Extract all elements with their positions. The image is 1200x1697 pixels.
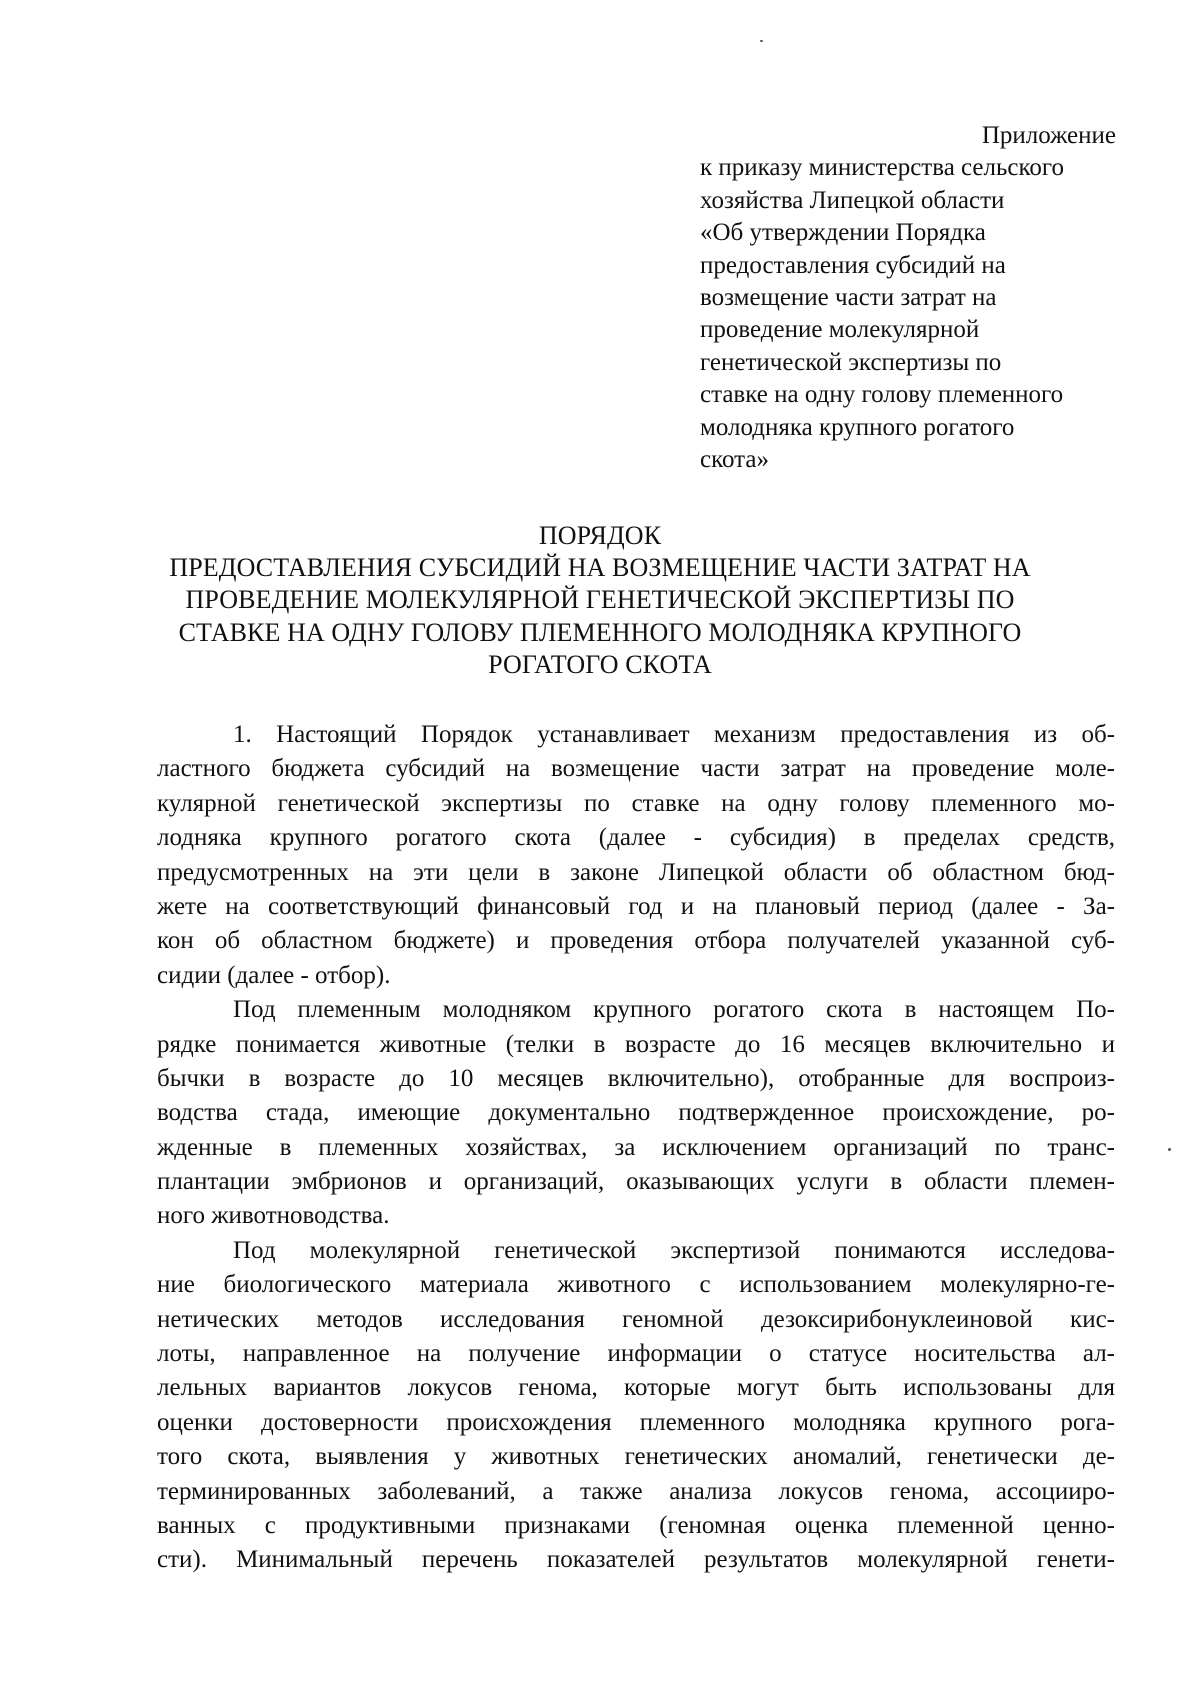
appendix-block (700, 120, 1160, 476)
paragraph-line: кулярной генетической экспертизы по ставке на одну голову племенного мо- (157, 789, 1115, 817)
appendix-line: к приказу министерства сельского (700, 154, 1065, 182)
paragraph-line: бычки в возрасте до 10 месяцев включительно), отобранные для воспроиз- (157, 1064, 1115, 1092)
paragraph-line: лельных вариантов локусов генома, которые могут быть использованы для (157, 1374, 1115, 1402)
appendix-line: скота» (700, 446, 769, 474)
paragraph-line: кон об областном бюджете) и проведения отбора получателей указанной суб- (157, 927, 1115, 955)
appendix-line: хозяйства Липецкой области (700, 186, 1005, 214)
paragraph-line: сидии (далее - отбор). (157, 961, 391, 989)
title-line: ПОРЯДОК (538, 521, 662, 550)
paragraph-2 (157, 993, 1115, 1234)
document-title (100, 520, 1100, 681)
paragraph-line: нетических методов исследования геномной дезоксирибонуклеиновой кис- (157, 1305, 1115, 1333)
appendix-line: ставке на одну голову племенного (700, 381, 1064, 409)
paragraph-line: плантации эмбрионов и организаций, оказывающих услуги в области племен- (157, 1168, 1115, 1196)
paragraph-1 (157, 718, 1115, 993)
appendix-line: проведение молекулярной (700, 316, 980, 344)
appendix-line: возмещение части затрат на (700, 284, 997, 312)
paragraph-line: Под молекулярной генетической экспертизой понимаются исследова- (233, 1236, 1115, 1264)
paragraph-line: оценки достоверности происхождения племенного молодняка крупного рога- (157, 1408, 1115, 1436)
paragraph-line: Под племенным молодняком крупного рогатого скота в настоящем По- (233, 996, 1115, 1024)
title-line: РОГАТОГО СКОТА (488, 649, 712, 679)
paragraph-line: рядке понимается животные (телки в возрасте до 16 месяцев включительно и (157, 1030, 1115, 1058)
title-line: ПРЕДОСТАВЛЕНИЯ СУБСИДИЙ НА ВОЗМЕЩЕНИЕ ЧАСТИ ЗАТРАТ НА (169, 553, 1031, 583)
paragraph-line: водства стада, имеющие документально подтвержденное происхождение, ро- (157, 1099, 1115, 1127)
paragraph-line: лоты, направленное на получение информации о статусе носительства ал- (157, 1340, 1115, 1368)
paragraph-line: ние биологического материала животного с использованием молекулярно-ге- (157, 1271, 1115, 1299)
paragraph-line: лодняка крупного рогатого скота (далее - субсидия) в пределах средств, (157, 824, 1115, 852)
appendix-line: генетической экспертизы по (700, 348, 1002, 376)
paragraph-line: сти). Минимальный перечень показателей результатов молекулярной генети- (157, 1546, 1115, 1574)
paragraph-line: терминированных заболеваний, а также анализа локусов генома, ассоцииро- (157, 1477, 1115, 1505)
paragraph-line: ластного бюджета субсидий на возмещение части затрат на проведение моле- (157, 755, 1115, 783)
paragraph-3 (157, 1234, 1115, 1578)
appendix-line: «Об утверждении Порядка (700, 219, 986, 247)
paragraph-line: ного животноводства. (157, 1202, 390, 1230)
paragraph-line: предусмотренных на эти цели в законе Липецкой области об областном бюд- (157, 858, 1115, 886)
scan-speck (760, 40, 763, 42)
paragraph-line: жете на соответствующий финансовый год и на плановый период (далее - За- (157, 892, 1115, 920)
document-body (157, 718, 1115, 1578)
appendix-line: предоставления субсидий на (700, 251, 1006, 279)
scan-speck (1168, 1148, 1171, 1151)
title-line: ПРОВЕДЕНИЕ МОЛЕКУЛЯРНОЙ ГЕНЕТИЧЕСКОЙ ЭКСПЕРТИЗЫ ПО (185, 585, 1015, 615)
paragraph-line: ванных с продуктивными признаками (геномная оценка племенной ценно- (157, 1511, 1115, 1539)
appendix-line: молодняка крупного рогатого (700, 413, 1015, 441)
paragraph-line: того скота, выявления у животных генетических аномалий, генетически де- (157, 1443, 1115, 1471)
appendix-line: Приложение (981, 122, 1116, 149)
paragraph-line: жденные в племенных хозяйствах, за исключением организаций по транс- (157, 1133, 1115, 1161)
paragraph-line: 1. Настоящий Порядок устанавливает механизм предоставления из об- (233, 721, 1115, 748)
title-line: СТАВКЕ НА ОДНУ ГОЛОВУ ПЛЕМЕННОГО МОЛОДНЯКА КРУПНОГО (178, 617, 1022, 647)
